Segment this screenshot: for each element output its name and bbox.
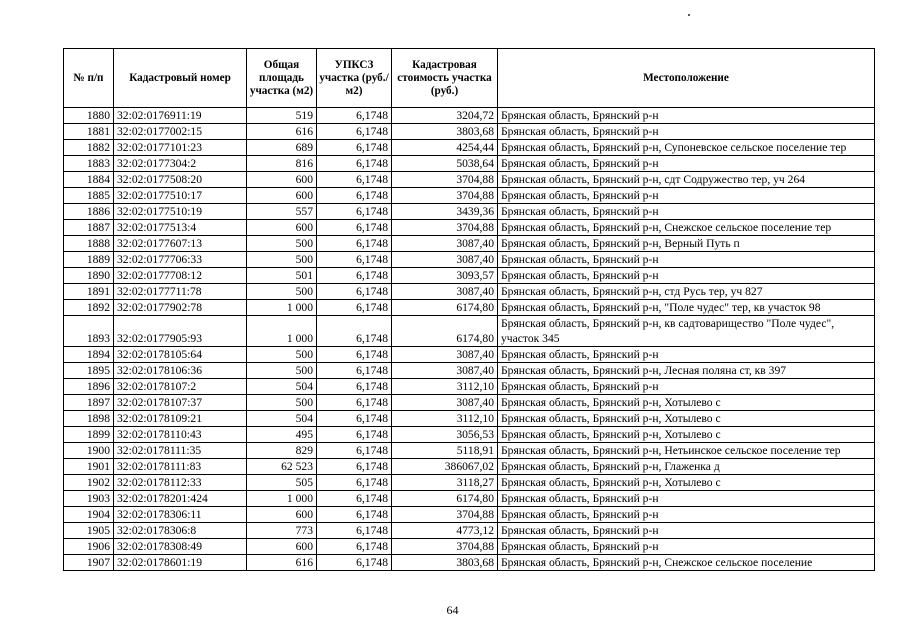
cell-upksz: 6,1748 [317, 268, 392, 284]
cell-location: Брянская область, Брянский р-н [498, 507, 875, 523]
cell-cadastral-number: 32:02:0176911:19 [114, 108, 247, 124]
cadastral-value-table [63, 48, 875, 571]
table-row [64, 268, 875, 284]
cell-cadastral-value: 3087,40 [392, 252, 498, 268]
table-row [64, 523, 875, 539]
cell-location: Брянская область, Брянский р-н [498, 188, 875, 204]
cell-cadastral-number: 32:02:0177002:15 [114, 124, 247, 140]
cell-num: 1899 [64, 427, 114, 443]
cell-area: 62 523 [247, 459, 317, 475]
table-row [64, 507, 875, 523]
cell-upksz: 6,1748 [317, 475, 392, 491]
cell-area: 505 [247, 475, 317, 491]
cell-num: 1901 [64, 459, 114, 475]
cell-num: 1897 [64, 395, 114, 411]
cell-num: 1905 [64, 523, 114, 539]
cell-area: 600 [247, 220, 317, 236]
cell-upksz: 6,1748 [317, 284, 392, 300]
cell-num: 1884 [64, 172, 114, 188]
table-row [64, 555, 875, 571]
cell-area: 500 [247, 236, 317, 252]
table-row [64, 443, 875, 459]
cell-cadastral-number: 32:02:0178201:424 [114, 491, 247, 507]
table-row [64, 236, 875, 252]
cell-cadastral-value: 3093,57 [392, 268, 498, 284]
cell-upksz: 6,1748 [317, 252, 392, 268]
cell-cadastral-number: 32:02:0177508:20 [114, 172, 247, 188]
cell-area: 1 000 [247, 316, 317, 347]
cell-cadastral-value: 3087,40 [392, 236, 498, 252]
table-row [64, 363, 875, 379]
cell-location: Брянская область, Брянский р-н, Лесная поляна ст, кв 397 [498, 363, 875, 379]
cell-cadastral-value: 3112,10 [392, 411, 498, 427]
cell-num: 1886 [64, 204, 114, 220]
cell-location: Брянская область, Брянский р-н [498, 252, 875, 268]
cell-num: 1880 [64, 108, 114, 124]
cell-area: 501 [247, 268, 317, 284]
cell-cadastral-number: 32:02:0178107:2 [114, 379, 247, 395]
cell-upksz: 6,1748 [317, 395, 392, 411]
table-row [64, 539, 875, 555]
cell-location: Брянская область, Брянский р-н [498, 268, 875, 284]
cell-cadastral-number: 32:02:0177304:2 [114, 156, 247, 172]
cell-upksz: 6,1748 [317, 507, 392, 523]
table-row [64, 427, 875, 443]
cell-cadastral-value: 3704,88 [392, 507, 498, 523]
cell-num: 1883 [64, 156, 114, 172]
cell-upksz: 6,1748 [317, 220, 392, 236]
cell-upksz: 6,1748 [317, 188, 392, 204]
cell-num: 1903 [64, 491, 114, 507]
cell-cadastral-number: 32:02:0177101:23 [114, 140, 247, 156]
cell-cadastral-number: 32:02:0177607:13 [114, 236, 247, 252]
cell-num: 1902 [64, 475, 114, 491]
cell-upksz: 6,1748 [317, 363, 392, 379]
cell-cadastral-value: 3803,68 [392, 555, 498, 571]
cell-cadastral-number: 32:02:0177905:93 [114, 316, 247, 347]
cell-num: 1906 [64, 539, 114, 555]
cell-cadastral-value: 3439,36 [392, 204, 498, 220]
cell-num: 1900 [64, 443, 114, 459]
cell-cadastral-number: 32:02:0177902:78 [114, 300, 247, 316]
cell-location: Брянская область, Брянский р-н [498, 523, 875, 539]
cell-location: Брянская область, Брянский р-н [498, 124, 875, 140]
cell-cadastral-value: 3803,68 [392, 124, 498, 140]
cell-area: 616 [247, 555, 317, 571]
table-row [64, 300, 875, 316]
cell-cadastral-value: 3056,53 [392, 427, 498, 443]
cell-cadastral-number: 32:02:0178111:83 [114, 459, 247, 475]
cell-area: 557 [247, 204, 317, 220]
cell-upksz: 6,1748 [317, 347, 392, 363]
cell-upksz: 6,1748 [317, 300, 392, 316]
cell-num: 1881 [64, 124, 114, 140]
cell-location: Брянская область, Брянский р-н, Нетьинское сельское поселение тер [498, 443, 875, 459]
table-row [64, 124, 875, 140]
cell-num: 1904 [64, 507, 114, 523]
cell-num: 1887 [64, 220, 114, 236]
header-cadastral-value: Кадастровая стоимость участка (руб.) [392, 49, 498, 108]
cell-area: 500 [247, 363, 317, 379]
header-cadastral-number: Кадастровый номер [114, 49, 247, 108]
cell-area: 600 [247, 539, 317, 555]
cell-cadastral-value: 5038,64 [392, 156, 498, 172]
header-upksz: УПКСЗ участка (руб./м2) [317, 49, 392, 108]
cell-cadastral-value: 3704,88 [392, 539, 498, 555]
cell-num: 1891 [64, 284, 114, 300]
table-row [64, 411, 875, 427]
cell-location: Брянская область, Брянский р-н [498, 347, 875, 363]
cell-area: 504 [247, 411, 317, 427]
cell-cadastral-value: 4254,44 [392, 140, 498, 156]
cell-cadastral-value: 3118,27 [392, 475, 498, 491]
cell-cadastral-value: 3087,40 [392, 284, 498, 300]
cell-cadastral-value: 6174,80 [392, 316, 498, 347]
cell-cadastral-value: 3704,88 [392, 188, 498, 204]
cell-location: Брянская область, Брянский р-н, Хотылево с [498, 411, 875, 427]
table-row [64, 347, 875, 363]
cell-cadastral-value: 4773,12 [392, 523, 498, 539]
cell-num: 1892 [64, 300, 114, 316]
cell-area: 1 000 [247, 300, 317, 316]
cell-location: Брянская область, Брянский р-н, кв садтоварищество "Поле чудес", участок 345 [498, 316, 875, 347]
cell-location: Брянская область, Брянский р-н, "Поле чудес" тер, кв участок 98 [498, 300, 875, 316]
cell-area: 600 [247, 188, 317, 204]
cell-cadastral-number: 32:02:0178306:11 [114, 507, 247, 523]
cell-location: Брянская область, Брянский р-н, Глаженка д [498, 459, 875, 475]
cell-cadastral-value: 3204,72 [392, 108, 498, 124]
cell-cadastral-number: 32:02:0178306:8 [114, 523, 247, 539]
cell-location: Брянская область, Брянский р-н, Хотылево с [498, 427, 875, 443]
table-body [64, 108, 875, 571]
cell-cadastral-number: 32:02:0178107:37 [114, 395, 247, 411]
cell-cadastral-number: 32:02:0177706:33 [114, 252, 247, 268]
cell-cadastral-number: 32:02:0178308:49 [114, 539, 247, 555]
cell-upksz: 6,1748 [317, 204, 392, 220]
cell-upksz: 6,1748 [317, 443, 392, 459]
table-row [64, 204, 875, 220]
cell-cadastral-number: 32:02:0177510:19 [114, 204, 247, 220]
cell-cadastral-value: 3087,40 [392, 363, 498, 379]
cell-location: Брянская область, Брянский р-н [498, 108, 875, 124]
cell-upksz: 6,1748 [317, 459, 392, 475]
cell-cadastral-number: 32:02:0178112:33 [114, 475, 247, 491]
cell-num: 1898 [64, 411, 114, 427]
cell-location: Брянская область, Брянский р-н [498, 539, 875, 555]
cell-upksz: 6,1748 [317, 236, 392, 252]
cell-location: Брянская область, Брянский р-н, Хотылево с [498, 475, 875, 491]
cell-upksz: 6,1748 [317, 316, 392, 347]
table-row [64, 140, 875, 156]
cell-location: Брянская область, Брянский р-н, сдт Содружество тер, уч 264 [498, 172, 875, 188]
cell-num: 1907 [64, 555, 114, 571]
cell-upksz: 6,1748 [317, 411, 392, 427]
cell-cadastral-number: 32:02:0177513:4 [114, 220, 247, 236]
header-location: Местоположение [498, 49, 875, 108]
table-row [64, 252, 875, 268]
cell-num: 1895 [64, 363, 114, 379]
page-number: 64 [446, 603, 459, 617]
cell-cadastral-number: 32:02:0178111:35 [114, 443, 247, 459]
cell-location: Брянская область, Брянский р-н, Снежское сельское поселение тер [498, 220, 875, 236]
cell-upksz: 6,1748 [317, 156, 392, 172]
cell-cadastral-value: 3087,40 [392, 347, 498, 363]
cell-cadastral-value: 3704,88 [392, 172, 498, 188]
cell-cadastral-number: 32:02:0178106:36 [114, 363, 247, 379]
cell-area: 500 [247, 347, 317, 363]
cell-area: 689 [247, 140, 317, 156]
cell-num: 1896 [64, 379, 114, 395]
cell-cadastral-number: 32:02:0177708:12 [114, 268, 247, 284]
table-row [64, 172, 875, 188]
cell-area: 500 [247, 284, 317, 300]
cell-num: 1882 [64, 140, 114, 156]
scan-dot [688, 14, 690, 16]
cell-upksz: 6,1748 [317, 555, 392, 571]
table-row [64, 316, 875, 347]
cell-cadastral-number: 32:02:0178601:19 [114, 555, 247, 571]
header-area: Общая площадь участка (м2) [247, 49, 317, 108]
cell-location: Брянская область, Брянский р-н, стд Русь тер, уч 827 [498, 284, 875, 300]
cell-area: 829 [247, 443, 317, 459]
table-row [64, 379, 875, 395]
cell-cadastral-value: 5118,91 [392, 443, 498, 459]
cell-upksz: 6,1748 [317, 172, 392, 188]
cell-location: Брянская область, Брянский р-н [498, 156, 875, 172]
table-row [64, 284, 875, 300]
cell-area: 600 [247, 172, 317, 188]
cell-cadastral-value: 6174,80 [392, 491, 498, 507]
cell-cadastral-value: 3112,10 [392, 379, 498, 395]
cell-cadastral-number: 32:02:0178109:21 [114, 411, 247, 427]
cell-location: Брянская область, Брянский р-н [498, 379, 875, 395]
cell-upksz: 6,1748 [317, 379, 392, 395]
cell-location: Брянская область, Брянский р-н [498, 491, 875, 507]
table-row [64, 395, 875, 411]
cell-cadastral-number: 32:02:0177711:78 [114, 284, 247, 300]
table-row [64, 475, 875, 491]
cell-location: Брянская область, Брянский р-н, Хотылево с [498, 395, 875, 411]
cell-num: 1885 [64, 188, 114, 204]
cell-cadastral-value: 6174,80 [392, 300, 498, 316]
cell-area: 600 [247, 507, 317, 523]
cell-cadastral-value: 386067,02 [392, 459, 498, 475]
cell-area: 616 [247, 124, 317, 140]
cell-upksz: 6,1748 [317, 140, 392, 156]
cell-area: 500 [247, 252, 317, 268]
cell-upksz: 6,1748 [317, 491, 392, 507]
cell-cadastral-value: 3704,88 [392, 220, 498, 236]
cell-num: 1889 [64, 252, 114, 268]
cell-location: Брянская область, Брянский р-н [498, 204, 875, 220]
cell-location: Брянская область, Брянский р-н, Супоневское сельское поселение тер [498, 140, 875, 156]
cell-cadastral-number: 32:02:0178110:43 [114, 427, 247, 443]
table-row [64, 459, 875, 475]
header-num: № п/п [64, 49, 114, 108]
cell-location: Брянская область, Брянский р-н, Верный Путь п [498, 236, 875, 252]
table-row [64, 491, 875, 507]
table-row [64, 220, 875, 236]
cell-area: 1 000 [247, 491, 317, 507]
cell-upksz: 6,1748 [317, 539, 392, 555]
cell-upksz: 6,1748 [317, 523, 392, 539]
cell-area: 504 [247, 379, 317, 395]
table-row [64, 108, 875, 124]
cell-upksz: 6,1748 [317, 124, 392, 140]
table-header-row [64, 49, 875, 108]
cell-cadastral-number: 32:02:0177510:17 [114, 188, 247, 204]
cell-num: 1888 [64, 236, 114, 252]
cell-location: Брянская область, Брянский р-н, Снежское сельское поселение [498, 555, 875, 571]
cell-upksz: 6,1748 [317, 108, 392, 124]
cell-num: 1893 [64, 316, 114, 347]
table-row [64, 188, 875, 204]
cell-area: 773 [247, 523, 317, 539]
cell-area: 519 [247, 108, 317, 124]
cell-area: 816 [247, 156, 317, 172]
cell-cadastral-value: 3087,40 [392, 395, 498, 411]
cell-num: 1894 [64, 347, 114, 363]
cell-area: 495 [247, 427, 317, 443]
cell-num: 1890 [64, 268, 114, 284]
table-row [64, 156, 875, 172]
cell-upksz: 6,1748 [317, 427, 392, 443]
cell-cadastral-number: 32:02:0178105:64 [114, 347, 247, 363]
cell-area: 500 [247, 395, 317, 411]
